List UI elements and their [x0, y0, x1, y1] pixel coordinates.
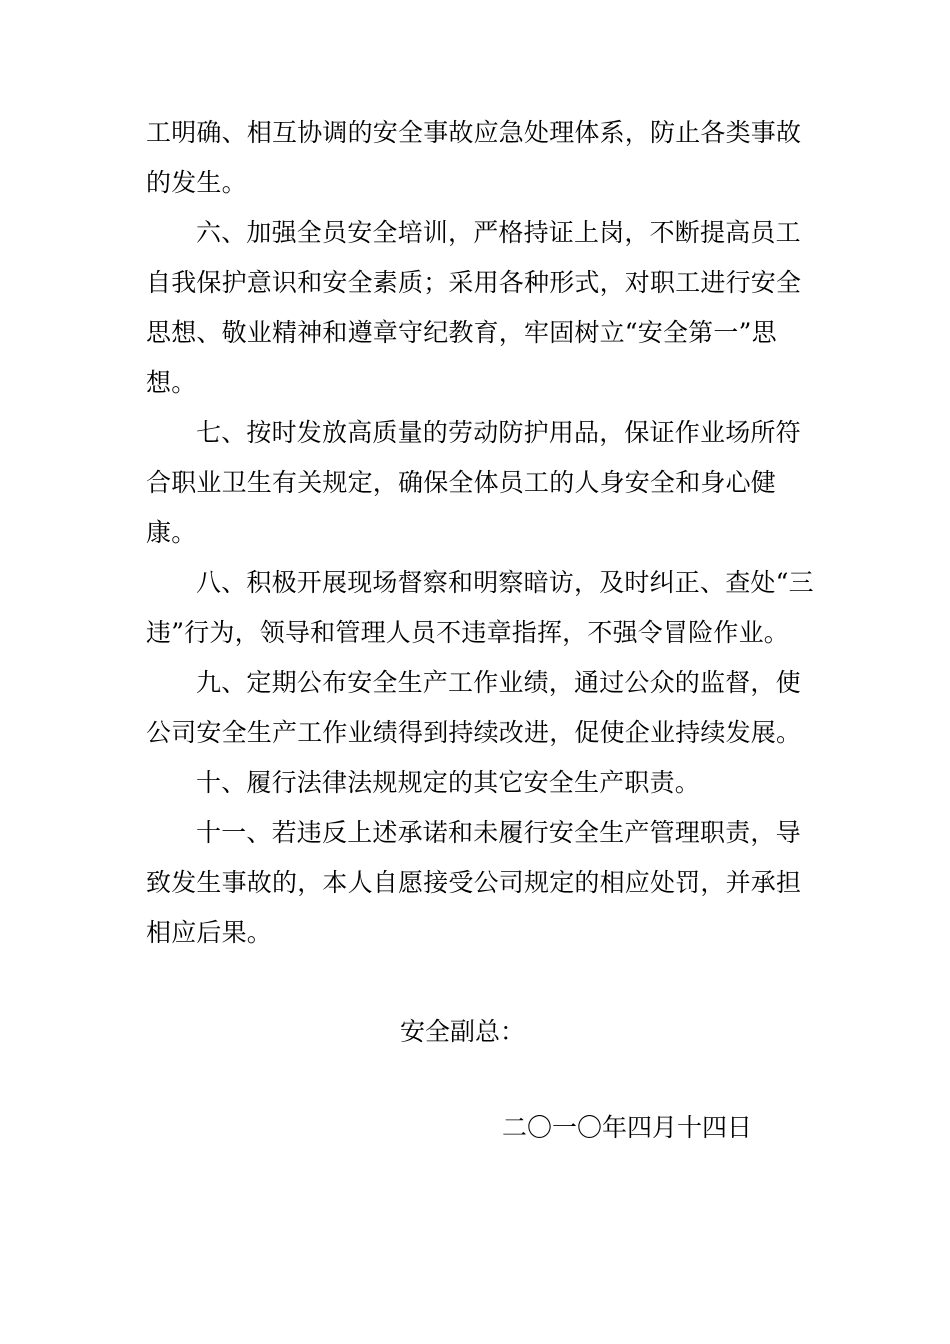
paragraph-7	[146, 408, 808, 558]
paragraph-line: 公司安全生产工作业绩得到持续改进，促使企业持续发展。	[146, 718, 802, 747]
paragraph-5-continued	[146, 108, 808, 208]
paragraph-line: 想。	[146, 368, 197, 397]
paragraph-line: 致发生事故的，本人自愿接受公司规定的相应处罚，并承担	[146, 868, 802, 897]
paragraph-line: 相应后果。	[146, 918, 273, 947]
paragraph-6	[146, 208, 808, 408]
document-date: 二〇一〇年四月十四日	[502, 1113, 753, 1142]
paragraph-line: 康。	[146, 518, 197, 547]
signature-label: 安全副总：	[400, 1017, 526, 1046]
paragraph-line: 违”行为，领导和管理人员不违章指挥，不强令冒险作业。	[146, 618, 789, 647]
paragraph-line: 的发生。	[146, 168, 247, 197]
paragraph-9	[146, 658, 808, 758]
paragraph-line: 工明确、相互协调的安全事故应急处理体系，防止各类事故	[146, 118, 802, 147]
paragraph-line: 七、按时发放高质量的劳动防护用品，保证作业场所符	[196, 418, 801, 447]
paragraph-line: 六、加强全员安全培训，严格持证上岗，不断提高员工	[196, 218, 801, 247]
paragraph-line: 十一、若违反上述承诺和未履行安全生产管理职责，导	[196, 818, 801, 847]
paragraph-10	[146, 758, 808, 808]
paragraph-line: 思想、敬业精神和遵章守纪教育，牢固树立“安全第一”思	[146, 318, 777, 347]
paragraph-11	[146, 808, 808, 958]
paragraph-line: 自我保护意识和安全素质；采用各种形式，对职工进行安全	[146, 268, 802, 297]
paragraph-8	[146, 558, 814, 658]
document-body	[146, 108, 814, 958]
paragraph-line: 十、履行法律法规规定的其它安全生产职责。	[196, 768, 701, 797]
paragraph-line: 合职业卫生有关规定，确保全体员工的人身安全和身心健	[146, 468, 777, 497]
paragraph-line: 九、定期公布安全生产工作业绩，通过公众的监督，使	[196, 668, 801, 697]
paragraph-line: 八、积极开展现场督察和明察暗访，及时纠正、查处“三	[196, 568, 814, 597]
